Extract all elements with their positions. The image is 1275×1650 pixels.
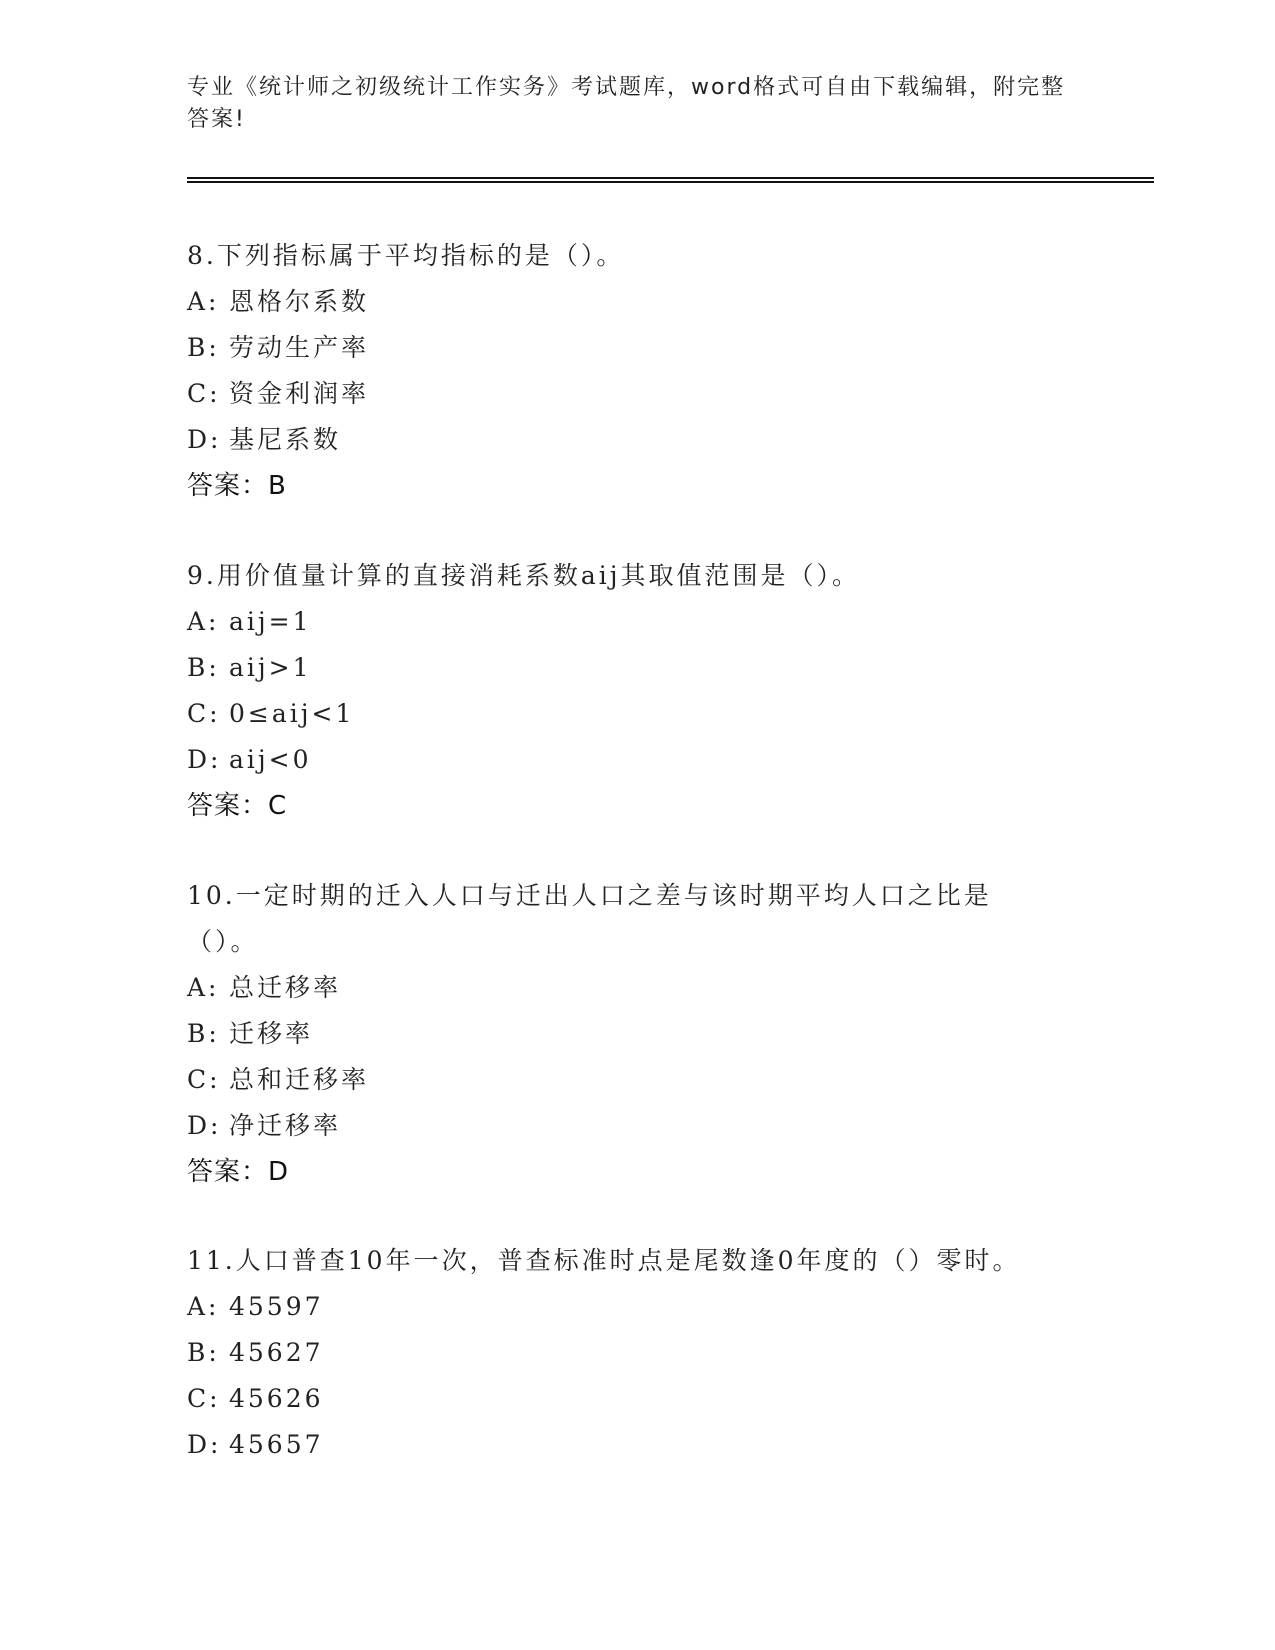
option-key: C: [187,1384,221,1413]
option-key: B: [187,1338,220,1367]
option-c [187,1376,1087,1422]
option-key: C: [187,379,221,408]
option-key: D: [187,745,222,774]
option-text: 资金利润率 [229,379,370,408]
header-intro-text: 专业《统计师之初级统计工作实务》考试题库，word格式可自由下载编辑，附完整答案! [187,75,1066,132]
header-divider-line-2 [187,181,1154,183]
option-text: aij<0 [229,745,312,774]
answer-line: 答案：D [187,1157,290,1187]
option-key: D: [187,425,222,454]
question-stem: 11.人口普查10年一次，普查标准时点是尾数逢0年度的（）零时。 [187,1246,1021,1275]
option-text: 0≤aij<1 [229,699,355,728]
option-d [187,737,1087,783]
question-9 [187,553,1087,829]
option-key: D: [187,1111,222,1140]
answer-line: 答案：C [187,791,288,821]
option-text: 45627 [229,1338,324,1367]
option-a [187,279,1087,325]
option-text: aij=1 [229,607,312,636]
option-key: A: [187,973,220,1002]
option-d [187,1103,1087,1149]
option-key: B: [187,1019,220,1048]
option-b [187,645,1087,691]
option-b [187,325,1087,371]
question-11 [187,1238,1087,1468]
option-b [187,1011,1087,1057]
option-d [187,1422,1087,1468]
option-c [187,1057,1087,1103]
question-8 [187,233,1087,509]
option-text: 总迁移率 [229,973,342,1002]
option-text: 45597 [229,1292,324,1321]
option-text: 恩格尔系数 [229,287,370,316]
option-text: aij>1 [229,653,312,682]
option-d [187,417,1087,463]
option-key: B: [187,333,220,362]
option-a [187,1284,1087,1330]
option-key: A: [187,607,220,636]
document-header [187,72,1067,136]
option-c [187,691,1087,737]
option-key: A: [187,1292,220,1321]
option-text: 45626 [229,1384,324,1413]
option-key: B: [187,653,220,682]
option-text: 总和迁移率 [229,1065,370,1094]
option-a [187,599,1087,645]
answer-line: 答案：B [187,471,287,501]
option-text: 45657 [229,1430,324,1459]
option-key: C: [187,1065,221,1094]
question-10 [187,873,1087,1195]
option-key: D: [187,1430,222,1459]
option-c [187,371,1087,417]
option-key: C: [187,699,221,728]
option-a [187,965,1087,1011]
question-stem: 8.下列指标属于平均指标的是（）。 [187,241,625,270]
option-text: 劳动生产率 [229,333,370,362]
option-b [187,1330,1087,1376]
option-text: 净迁移率 [229,1111,342,1140]
question-stem: 9.用价值量计算的直接消耗系数aij其取值范围是（）。 [187,561,861,590]
option-text: 基尼系数 [229,425,342,454]
question-stem: 10.一定时期的迁入人口与迁出人口之差与该时期平均人口之比是（）。 [187,881,992,956]
option-key: A: [187,287,220,316]
header-divider-line [187,177,1154,179]
option-text: 迁移率 [229,1019,314,1048]
